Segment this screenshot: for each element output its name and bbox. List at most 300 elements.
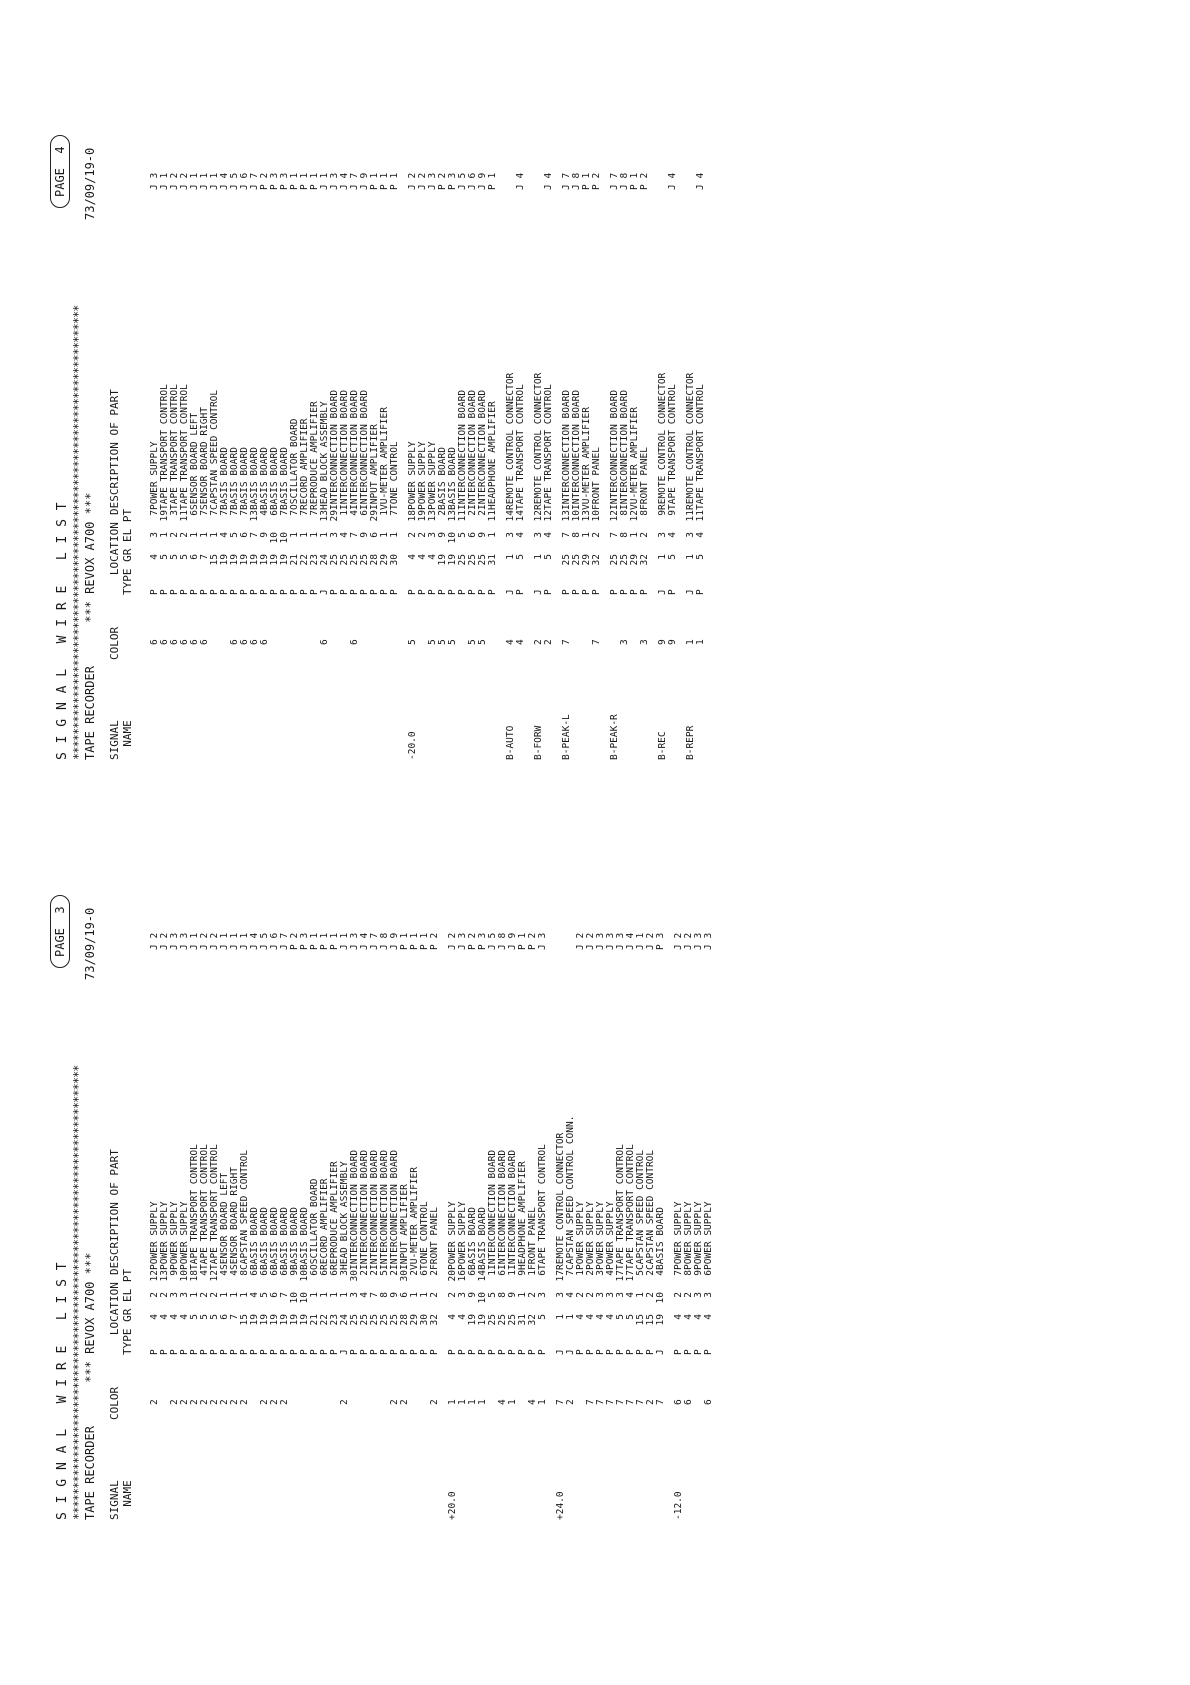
location-type-cell: P	[369, 589, 380, 595]
location-element-cell: 7	[561, 532, 572, 538]
location-type-cell: J	[565, 1349, 576, 1355]
location-group-cell: 25	[467, 554, 478, 566]
location-element-cell: 2	[673, 1292, 684, 1298]
location-group-cell: 5	[169, 554, 180, 560]
location-point-cell: 6	[189, 510, 200, 516]
location-group-cell: 22	[319, 1314, 330, 1326]
location-point-cell: 6	[259, 1270, 270, 1276]
location-type-cell: P	[419, 1349, 430, 1355]
color-cell: 2	[645, 1399, 656, 1405]
location-point-cell: 9	[667, 510, 678, 516]
part-description-cell: INTERCONNECTION BOARD	[359, 1149, 370, 1270]
location-point-cell: 7	[673, 1270, 684, 1276]
location-group-cell: 6	[189, 554, 200, 560]
location-group-cell: 5	[189, 1314, 200, 1320]
location-group-cell: 4	[595, 1314, 606, 1320]
connector-pin-cell: P 1	[581, 172, 592, 190]
part-description-cell: TAPE TRANSPORT CONTROL	[159, 384, 170, 510]
connector-pin-cell: P 3	[447, 172, 458, 190]
part-description-cell: INTERCONNECTION BOARD	[619, 389, 630, 510]
connector-pin-cell: P 2	[437, 172, 448, 190]
part-description-cell: SENSOR BOARD LEFT	[189, 412, 200, 510]
list-page-4	[0, 60, 1070, 820]
color-cell: 6	[349, 639, 360, 645]
report-subtitle: TAPE RECORDER *** REVOX A700 ***	[83, 492, 97, 760]
connector-pin-cell: J 1	[199, 172, 210, 190]
location-type-cell: P	[309, 589, 320, 595]
part-description-cell: INTERCONNECTION BOARD	[497, 1149, 508, 1270]
location-type-cell: J	[505, 589, 516, 595]
location-element-cell: 2	[149, 1292, 160, 1298]
part-description-cell: HEAD BLOCK ASSEMBLY	[339, 1161, 350, 1270]
location-point-cell: 17	[625, 1270, 636, 1282]
connector-pin-cell: J 1	[209, 172, 220, 190]
color-cell: 2	[209, 1399, 220, 1405]
table-row	[430, 820, 448, 1580]
location-point-cell: 30	[399, 1270, 410, 1282]
connector-pin-cell: J 1	[319, 172, 330, 190]
part-description-cell: TAPE TRANSPORT CONTROL	[189, 1144, 200, 1270]
location-type-cell: P	[605, 1349, 616, 1355]
location-type-cell: P	[249, 589, 260, 595]
part-description-cell: REMOTE CONTROL CONNECTOR	[657, 372, 668, 510]
location-group-cell: 1	[565, 1314, 576, 1320]
location-element-cell: 9	[467, 1292, 478, 1298]
location-point-cell: 2	[585, 1270, 596, 1276]
color-cell: 2	[259, 1399, 270, 1405]
connector-pin-cell: P 1	[399, 932, 410, 950]
connector-pin-cell: J 4	[249, 932, 260, 950]
table-row	[592, 60, 610, 820]
part-description-cell: POWER SUPPLY	[683, 1201, 694, 1270]
location-element-cell: 1	[581, 532, 592, 538]
part-description-cell: BASIS BOARD	[259, 447, 270, 510]
location-point-cell: 14	[515, 510, 526, 522]
location-point-cell: 7	[299, 510, 310, 516]
part-description-cell: POWER SUPPLY	[179, 1201, 190, 1270]
location-group-cell: 30	[419, 1314, 430, 1326]
part-description-cell: INTERCONNECTION BOARD	[329, 389, 340, 510]
location-group-cell: 24	[339, 1314, 350, 1326]
connector-pin-cell: P 1	[329, 932, 340, 950]
location-group-cell: 19	[269, 554, 280, 566]
color-cell: 2	[279, 1399, 290, 1405]
location-element-cell: 3	[657, 532, 668, 538]
location-point-cell: 17	[615, 1270, 626, 1282]
connector-pin-cell: J 9	[359, 172, 370, 190]
table-row	[488, 60, 506, 820]
location-type-cell: P	[543, 589, 554, 595]
header-description: DESCRIPTION OF PART	[108, 389, 121, 515]
location-element-cell: 8	[497, 1292, 508, 1298]
location-element-cell: 9	[437, 532, 448, 538]
table-row	[668, 60, 686, 820]
color-cell: 2	[565, 1399, 576, 1405]
location-group-cell: 21	[289, 554, 300, 566]
location-group-cell: 28	[399, 1314, 410, 1326]
location-group-cell: 25	[571, 554, 582, 566]
location-type-cell: P	[159, 589, 170, 595]
location-type-cell: P	[609, 589, 620, 595]
report-subtitle: TAPE RECORDER *** REVOX A700 ***	[83, 1252, 97, 1520]
color-cell: 3	[639, 639, 650, 645]
location-group-cell: 19	[477, 1314, 488, 1326]
location-group-cell: 5	[179, 554, 190, 560]
location-group-cell: 19	[259, 1314, 270, 1326]
location-point-cell: 4	[229, 1270, 240, 1276]
location-element-cell: 8	[379, 1292, 390, 1298]
location-element-cell: 7	[249, 532, 260, 538]
location-group-cell: 32	[429, 1314, 440, 1326]
location-group-cell: 15	[209, 554, 220, 566]
location-element-cell: 2	[159, 1292, 170, 1298]
color-cell: 9	[657, 639, 668, 645]
signal-name-cell: -20.0	[407, 731, 418, 760]
part-description-cell: INTERCONNECTION BOARD	[487, 1149, 498, 1270]
color-cell: 7	[615, 1399, 626, 1405]
location-point-cell: 7	[239, 510, 250, 516]
connector-pin-cell: J 3	[537, 932, 548, 950]
part-description-cell: RECORD AMPLIFIER	[299, 418, 310, 510]
connector-pin-cell: P 3	[269, 172, 280, 190]
location-point-cell: 3	[169, 510, 180, 516]
location-point-cell: 5	[379, 1270, 390, 1276]
color-cell: 6	[319, 639, 330, 645]
connector-pin-cell: J 5	[259, 932, 270, 950]
location-type-cell: P	[289, 1349, 300, 1355]
location-point-cell: 2	[369, 1270, 380, 1276]
location-point-cell: 11	[695, 510, 706, 522]
header-color: COLOR	[108, 626, 121, 660]
location-point-cell: 13	[319, 510, 330, 522]
color-cell: 6	[683, 1399, 694, 1405]
part-description-cell: TAPE TRANSPORT CONTROL	[543, 384, 554, 510]
location-group-cell: 25	[349, 554, 360, 566]
location-point-cell: 20	[447, 1270, 458, 1282]
part-description-cell: FRONT PANEL	[591, 447, 602, 510]
location-point-cell: 13	[427, 510, 438, 522]
location-element-cell: 4	[543, 532, 554, 538]
location-point-cell: 30	[349, 1270, 360, 1282]
location-type-cell: P	[487, 589, 498, 595]
table-row	[544, 60, 562, 820]
page-number-badge: PAGE 4	[50, 135, 70, 208]
location-point-cell: 10	[591, 510, 602, 522]
location-type-cell: P	[379, 589, 390, 595]
location-group-cell: 4	[159, 1314, 170, 1320]
location-point-cell: 12	[209, 1270, 220, 1282]
location-group-cell: 4	[673, 1314, 684, 1320]
connector-pin-cell: P 3	[299, 932, 310, 950]
table-row	[696, 60, 706, 820]
location-group-cell: 4	[457, 1314, 468, 1320]
part-description-cell: TAPE TRANSPORT CONTROL	[667, 384, 678, 510]
part-description-cell: BASIS BOARD	[467, 1207, 478, 1270]
location-type-cell: P	[329, 589, 340, 595]
part-description-cell: POWER SUPPLY	[703, 1201, 714, 1270]
part-description-cell: REMOTE CONTROL CONNECTOR	[555, 1132, 566, 1270]
part-description-cell: SENSOR BOARD RIGHT	[199, 407, 210, 510]
location-point-cell: 1	[575, 1270, 586, 1276]
color-cell: 6	[189, 639, 200, 645]
location-point-cell: 4	[655, 1270, 666, 1276]
location-point-cell: 4	[605, 1270, 616, 1276]
part-description-cell: POWER SUPPLY	[575, 1201, 586, 1270]
connector-pin-cell: J 4	[625, 932, 636, 950]
location-group-cell: 4	[407, 554, 418, 560]
part-description-cell: POWER SUPPLY	[427, 441, 438, 510]
location-element-cell: 1	[487, 532, 498, 538]
location-type-cell: P	[259, 589, 270, 595]
location-group-cell: 19	[219, 554, 230, 566]
location-point-cell: 7	[289, 510, 300, 516]
location-element-cell: 3	[595, 1292, 606, 1298]
part-description-cell: OSCILLATOR BOARD	[289, 418, 300, 510]
location-type-cell: P	[417, 589, 428, 595]
location-point-cell: 2	[437, 510, 448, 516]
location-type-cell: P	[683, 1349, 694, 1355]
location-element-cell: 4	[565, 1292, 576, 1298]
connector-pin-cell: P 2	[527, 932, 538, 950]
page-number-badge: PAGE 3	[50, 895, 70, 968]
connector-pin-cell: J 8	[571, 172, 582, 190]
part-description-cell: POWER SUPPLY	[457, 1201, 468, 1270]
color-cell: 2	[179, 1399, 190, 1405]
location-element-cell: 1	[199, 532, 210, 538]
location-group-cell: 5	[695, 554, 706, 560]
color-cell: 1	[457, 1399, 468, 1405]
location-element-cell: 1	[309, 1292, 320, 1298]
part-description-cell: BASIS BOARD	[279, 1207, 290, 1270]
part-description-cell: TAPE TRANSPORT CONTROL	[615, 1144, 626, 1270]
location-group-cell: 5	[543, 554, 554, 560]
part-description-cell: REPRODUCE AMPLIFIER	[309, 401, 320, 510]
part-description-cell: TONE CONTROL	[389, 441, 400, 510]
location-point-cell: 11	[685, 510, 696, 522]
header-color: COLOR	[108, 1386, 121, 1420]
location-element-cell: 4	[667, 532, 678, 538]
connector-pin-cell: J 5	[229, 172, 240, 190]
location-group-cell: 25	[359, 1314, 370, 1326]
location-type-cell: P	[359, 589, 370, 595]
color-cell: 6	[229, 639, 240, 645]
connector-pin-cell: J 4	[543, 172, 554, 190]
location-point-cell: 1	[487, 1270, 498, 1276]
location-point-cell: 11	[179, 510, 190, 522]
connector-pin-cell: J 2	[199, 932, 210, 950]
location-type-cell: P	[189, 589, 200, 595]
part-description-cell: TAPE TRANSPORT CONTROL	[537, 1144, 548, 1270]
color-cell: 6	[673, 1399, 684, 1405]
location-type-cell: P	[437, 589, 448, 595]
location-group-cell: 21	[309, 1314, 320, 1326]
color-cell: 7	[625, 1399, 636, 1405]
location-point-cell: 7	[199, 510, 210, 516]
connector-pin-cell: J 8	[619, 172, 630, 190]
location-group-cell: 5	[615, 1314, 626, 1320]
location-point-cell: 12	[533, 510, 544, 522]
location-element-cell: 7	[609, 532, 620, 538]
location-type-cell: P	[279, 589, 290, 595]
location-type-cell: P	[673, 1349, 684, 1355]
location-point-cell: 4	[219, 1270, 230, 1276]
location-element-cell: 1	[339, 1292, 350, 1298]
location-group-cell: 32	[639, 554, 650, 566]
connector-pin-cell: J 7	[369, 932, 380, 950]
location-point-cell: 12	[609, 510, 620, 522]
header-location: LOCATION TYPE GR EL PT	[108, 508, 134, 595]
color-cell: 2	[189, 1399, 200, 1405]
location-group-cell: 4	[605, 1314, 616, 1320]
part-description-cell: POWER SUPPLY	[605, 1201, 616, 1270]
color-cell: 6	[169, 639, 180, 645]
location-element-cell: 1	[629, 532, 640, 538]
location-element-cell: 2	[429, 1292, 440, 1298]
color-cell: 1	[507, 1399, 518, 1405]
location-group-cell: 23	[309, 554, 320, 566]
location-group-cell: 5	[199, 1314, 210, 1320]
part-description-cell: POWER SUPPLY	[169, 1201, 180, 1270]
location-element-cell: 3	[149, 532, 160, 538]
location-group-cell: 7	[229, 1314, 240, 1320]
report-title: S I G N A L W I R E L I S T	[55, 1261, 70, 1520]
part-description-cell: BASIS BOARD	[437, 447, 448, 510]
location-type-cell: P	[239, 589, 250, 595]
location-point-cell: 1	[507, 1270, 518, 1276]
location-element-cell: 2	[169, 532, 180, 538]
location-type-cell: P	[219, 1349, 230, 1355]
location-point-cell: 29	[329, 510, 340, 522]
connector-pin-cell: J 2	[683, 932, 694, 950]
connector-pin-cell: J 1	[339, 932, 350, 950]
location-element-cell: 3	[615, 1292, 626, 1298]
part-description-cell: POWER SUPPLY	[159, 1201, 170, 1270]
location-group-cell: 4	[149, 1314, 160, 1320]
location-element-cell: 10	[447, 532, 458, 544]
location-element-cell: 10	[477, 1292, 488, 1304]
location-group-cell: 25	[359, 554, 370, 566]
location-element-cell: 6	[467, 532, 478, 538]
color-cell: 2	[543, 639, 554, 645]
connector-pin-cell: P 1	[487, 172, 498, 190]
part-description-cell: VU-METER AMPLIFIER	[379, 407, 390, 510]
location-type-cell: P	[269, 589, 280, 595]
connector-pin-cell: J 9	[477, 172, 488, 190]
header-location: LOCATION TYPE GR EL PT	[108, 1268, 134, 1355]
location-group-cell: 19	[299, 1314, 310, 1326]
location-point-cell: 12	[149, 1270, 160, 1282]
location-element-cell: 1	[219, 1292, 230, 1298]
part-description-cell: INTERCONNECTION BOARD	[467, 389, 478, 510]
location-group-cell: 6	[219, 1314, 230, 1320]
part-description-cell: FRONT PANEL	[527, 1207, 538, 1270]
part-description-cell: INTERCONNECTION BOARD	[477, 389, 488, 510]
signal-name-cell: B-FORW	[533, 725, 544, 760]
location-type-cell: P	[209, 589, 220, 595]
location-point-cell: 8	[683, 1270, 694, 1276]
location-element-cell: 3	[555, 1292, 566, 1298]
connector-pin-cell: P 1	[299, 172, 310, 190]
location-point-cell: 1	[379, 510, 390, 516]
location-group-cell: 19	[249, 1314, 260, 1326]
location-element-cell: 3	[329, 532, 340, 538]
location-type-cell: P	[289, 589, 300, 595]
location-element-cell: 3	[457, 1292, 468, 1298]
location-group-cell: 5	[537, 1314, 548, 1320]
color-cell: 2	[399, 1399, 410, 1405]
location-point-cell: 6	[269, 1270, 280, 1276]
location-group-cell: 4	[693, 1314, 704, 1320]
part-description-cell: INTERCONNECTION BOARD	[571, 389, 582, 510]
part-description-cell: TONE CONTROL	[419, 1201, 430, 1270]
connector-pin-cell: P 1	[389, 172, 400, 190]
table-row	[516, 60, 534, 820]
location-type-cell: J	[319, 589, 330, 595]
signal-name-cell: B-AUTO	[505, 725, 516, 760]
location-type-cell: P	[517, 1349, 528, 1355]
color-cell: 1	[695, 639, 706, 645]
location-element-cell: 4	[249, 1292, 260, 1298]
part-description-cell: POWER SUPPLY	[595, 1201, 606, 1270]
header-signal-name: SIGNAL NAME	[108, 720, 134, 760]
part-description-cell: INTERCONNECTION BOARD	[369, 1149, 380, 1270]
location-type-cell: P	[189, 1349, 200, 1355]
connector-pin-cell: P 1	[629, 172, 640, 190]
part-description-cell: TAPE TRANSPORT CONTROL	[695, 384, 706, 510]
location-group-cell: 19	[437, 554, 448, 566]
part-description-cell: POWER SUPPLY	[693, 1201, 704, 1270]
connector-pin-cell: J 4	[695, 172, 706, 190]
location-group-cell: 19	[447, 554, 458, 566]
location-point-cell: 13	[249, 510, 260, 522]
wire-rows	[150, 60, 706, 820]
signal-name-cell: B-REC	[657, 731, 668, 760]
location-type-cell: J	[655, 1349, 666, 1355]
color-cell: 2	[339, 1399, 350, 1405]
location-group-cell: 19	[467, 1314, 478, 1326]
star-divider: *************************************************************************	[71, 1065, 85, 1520]
part-description-cell: REMOTE CONTROL CONNECTOR	[533, 372, 544, 510]
color-cell: 1	[477, 1399, 488, 1405]
location-type-cell: P	[379, 1349, 390, 1355]
location-element-cell: 10	[289, 1292, 300, 1304]
location-point-cell: 2	[389, 1270, 400, 1276]
location-group-cell: 7	[199, 554, 210, 560]
location-type-cell: P	[487, 1349, 498, 1355]
location-type-cell: J	[555, 1349, 566, 1355]
wire-rows	[150, 820, 714, 1580]
part-description-cell: INTERCONNECTION BOARD	[359, 389, 370, 510]
location-type-cell: P	[507, 1349, 518, 1355]
location-group-cell: 5	[515, 554, 526, 560]
location-type-cell: P	[427, 589, 438, 595]
location-element-cell: 9	[389, 1292, 400, 1298]
location-point-cell: 10	[299, 1270, 310, 1282]
part-description-cell: TAPE TRANSPORT CONTROL	[179, 384, 190, 510]
color-cell: 5	[477, 639, 488, 645]
location-type-cell: P	[329, 1349, 340, 1355]
table-row	[390, 60, 408, 820]
connector-pin-cell: J 1	[159, 172, 170, 190]
location-type-cell: P	[279, 1349, 290, 1355]
location-type-cell: P	[575, 1349, 586, 1355]
connector-pin-cell: J 3	[349, 932, 360, 950]
part-description-cell: CAPSTAN SPEED CONTROL	[209, 389, 220, 510]
connector-pin-cell: P 2	[591, 172, 602, 190]
location-type-cell: P	[409, 1349, 420, 1355]
connector-pin-cell: P 2	[429, 932, 440, 950]
location-type-cell: P	[407, 589, 418, 595]
